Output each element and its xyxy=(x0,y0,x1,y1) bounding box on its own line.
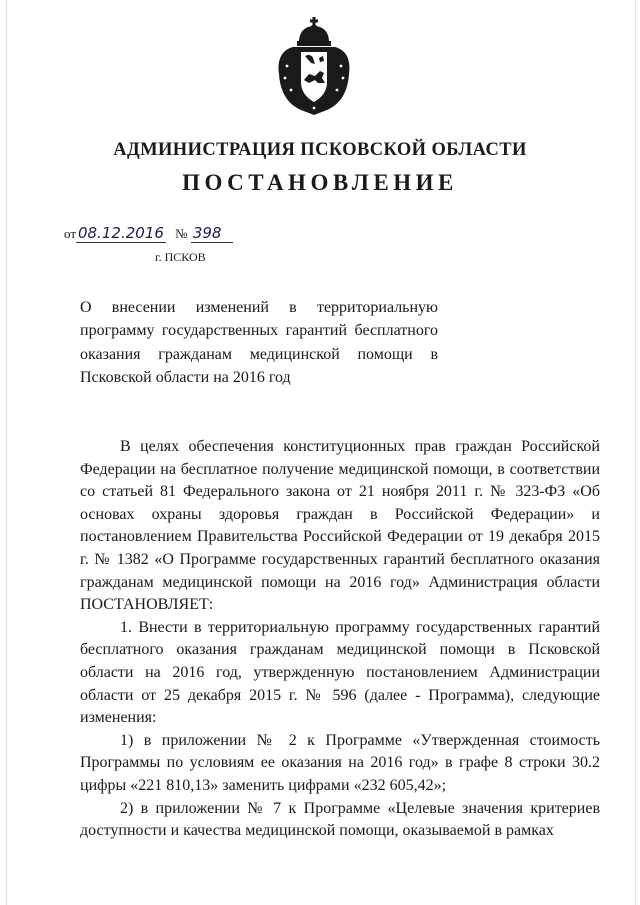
document-subject: О внесении изменений в территориальную программу государственных гарантий бесплатного оказания гражданам медицинской помощи в Псковской области на 2016 год xyxy=(80,299,438,387)
body-paragraph: 1) в приложении № 2 к Программе «Утвержденная стоимость Программы по условиям ее оказания на 2016 год» в графе 8 строки 30.2 цифры «221 810,13» заменить цифрами «232 605,42»; xyxy=(80,731,600,794)
pskov-coat-of-arms-icon xyxy=(271,16,357,116)
scan-edge-right xyxy=(635,0,636,905)
city-label: г. ПСКОВ xyxy=(155,250,206,264)
organization-title: АДМИНИСТРАЦИЯ ПСКОВСКОЙ ОБЛАСТИ xyxy=(113,140,527,160)
date-number-line xyxy=(64,224,233,243)
date-value-field xyxy=(76,224,166,243)
number-value-field xyxy=(191,224,233,243)
document-body xyxy=(80,436,600,843)
body-paragraph: 1. Внести в территориальную программу государственных гарантий бесплатного оказания гражданам медицинской помощи в Псковской области на 2016 год, утвержденную постановлением Администрации области от 25 декабря 2015 г. № 596 (далее - Программа), следующие изменения: xyxy=(80,618,600,727)
number-prefix: № xyxy=(175,226,188,241)
scan-edge-left xyxy=(6,0,7,905)
date-value: 08.12.2016 xyxy=(78,224,164,242)
number-value: 398 xyxy=(192,224,222,242)
body-paragraph: В целях обеспечения конституционных прав граждан Российской Федерации на бесплатное получение медицинской помощи, в соответствии со статьей 81 Федерального закона от 21 ноября 2011 г. № 323-ФЗ «Об основах охраны здоровья граждан в Российской Федерации» и постановлением Правительства Российской Федерации от 19 декабря 2015 г. № 1382 «О Программе государственных гарантий бесплатного оказания гражданам медицинской помощи на 2016 год» Администрация области ПОСТАНОВЛЯЕТ: xyxy=(80,438,600,614)
document-type-heading: ПОСТАНОВЛЕНИЕ xyxy=(182,170,458,195)
body-paragraph: 2) в приложении № 7 к Программе «Целевые значения критериев доступности и качества медицинской помощи, оказываемой в рамках xyxy=(80,799,600,840)
date-prefix: от xyxy=(64,226,77,241)
